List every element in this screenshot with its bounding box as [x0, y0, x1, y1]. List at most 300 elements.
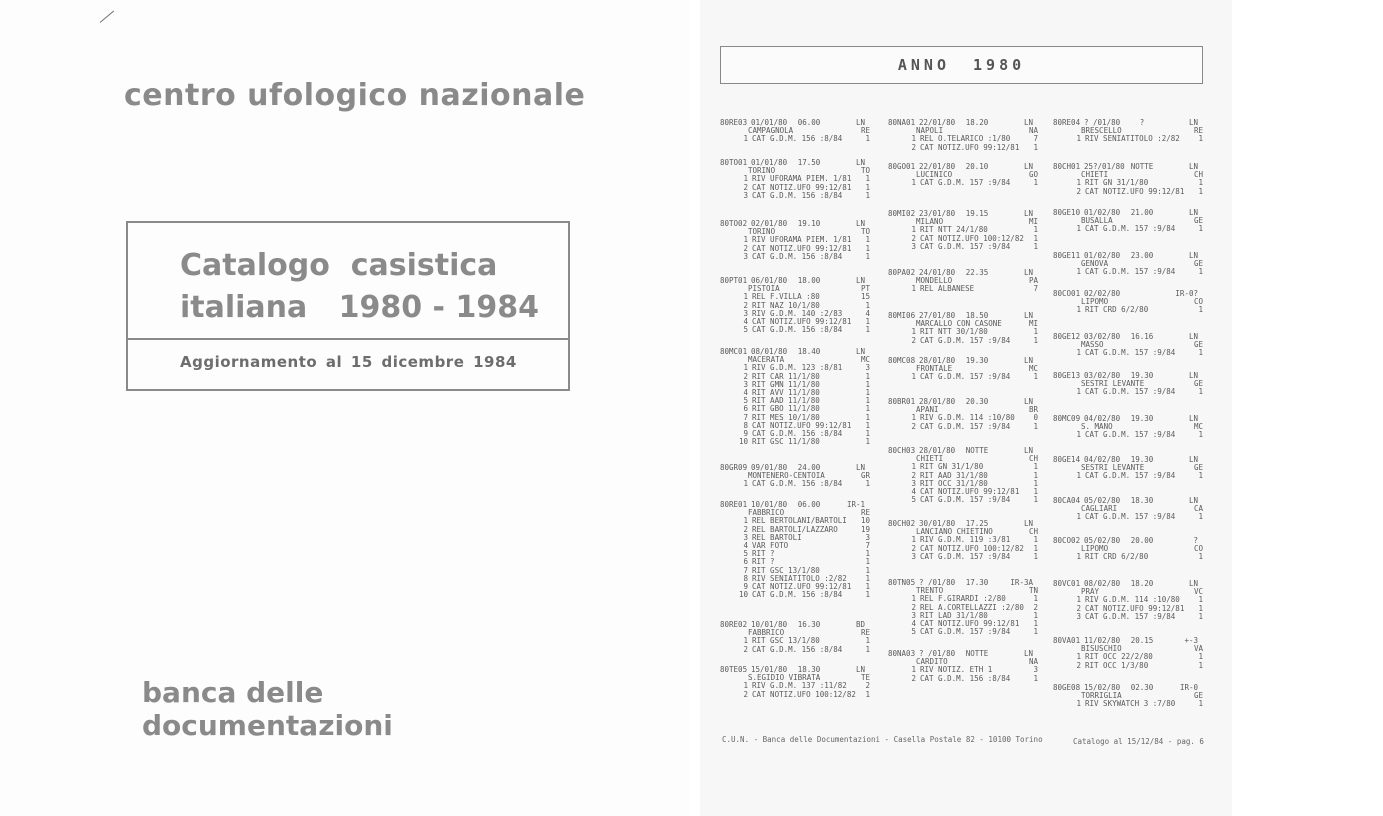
catalog-title-line-2: italiana 1980 - 1984: [180, 290, 539, 325]
reference-source: RIT ?: [752, 550, 775, 559]
case-region: MC: [860, 355, 870, 365]
case-place: TORRIGLIA: [1081, 692, 1122, 701]
reference-number: 2: [911, 233, 916, 243]
reference-count: 1: [1198, 471, 1203, 481]
reference-number: 10: [738, 590, 748, 600]
case-class: BD: [855, 620, 865, 629]
reference-count: 1: [1033, 551, 1038, 561]
case-class: LN: [1188, 332, 1198, 341]
case-time: 19.30: [1130, 371, 1154, 380]
reference-number: 4: [743, 388, 748, 398]
reference-row: [720, 591, 870, 599]
entry-header: [720, 464, 870, 472]
reference-source: RIT GSC 11/1/80: [752, 438, 820, 447]
reference-number: 5: [911, 627, 916, 637]
reference-count: 1: [865, 371, 870, 381]
reference-row: [720, 691, 870, 699]
reference-number: 3: [911, 610, 916, 620]
reference-number: 2: [743, 644, 748, 654]
reference-source: RIV G.D.M. 119 :3/81: [920, 536, 1011, 545]
case-region: NA: [1028, 126, 1038, 136]
case-region: RE: [860, 628, 870, 638]
case-region: RE: [1193, 126, 1203, 136]
reference-count: 1: [1198, 348, 1203, 358]
reference-count: 1: [865, 325, 870, 335]
reference-number: 5: [743, 396, 748, 406]
reference-number: 1: [911, 372, 916, 382]
case-region: GE: [1193, 216, 1203, 226]
reference-number: 2: [743, 243, 748, 253]
case-region: GR: [860, 471, 870, 481]
reference-number: 8: [743, 573, 748, 583]
case-region: BR: [1028, 405, 1038, 415]
reference-number: 3: [911, 551, 916, 561]
case-region: PT: [860, 284, 870, 294]
reference-source: REL BERTOLANI/BARTOLI: [752, 517, 847, 526]
case-date: 02/02/80: [1084, 289, 1121, 298]
entry-header: [720, 277, 870, 285]
reference-number: 1: [1076, 267, 1081, 277]
case-code: 80RE01: [720, 500, 748, 509]
case-code: 80VA01: [1053, 636, 1081, 645]
reference-count: 1: [865, 379, 870, 389]
case-code: 80CH02: [888, 519, 916, 528]
case-code: 80CH01: [1053, 162, 1081, 171]
case-code: 80RE04: [1053, 118, 1081, 127]
case-time: ?: [1139, 118, 1145, 127]
catalog-entry: [1053, 119, 1203, 144]
reference-number: 1: [743, 516, 748, 526]
reference-source: CAT G.D.M. 156 :8/84: [752, 191, 843, 200]
catalog-entry: [888, 357, 1038, 382]
catalog-entry: [720, 277, 870, 334]
reference-row: [1053, 225, 1203, 233]
reference-source: RIT OCC 31/1/80: [920, 479, 988, 488]
reference-count: 1: [865, 429, 870, 439]
case-code: 80CA04: [1053, 496, 1081, 505]
case-region: GE: [1193, 463, 1203, 473]
case-date: 04/02/80: [1084, 414, 1121, 423]
case-date: 08/01/80: [751, 347, 788, 356]
case-place: S. MANO: [1081, 423, 1113, 432]
entry-header: [888, 312, 1038, 320]
reference-count: 1: [865, 174, 870, 184]
reference-source: RIT CRD 6/2/80: [1085, 306, 1149, 315]
reference-source: RIV G.D.M. 114 :10/80: [920, 414, 1015, 423]
reference-source: CAT NOTIZ.UFO 99:12/81: [920, 620, 1020, 629]
reference-source: RIT GN 31/1/80: [920, 463, 984, 472]
reference-row: [720, 438, 870, 446]
reference-row: [888, 243, 1038, 251]
entry-header: [1053, 456, 1203, 464]
reference-number: 7: [743, 412, 748, 422]
case-class: LN: [1188, 579, 1198, 588]
case-place: MONDELLO: [916, 277, 953, 286]
reference-count: 3: [1033, 665, 1038, 675]
reference-count: 7: [1033, 284, 1038, 294]
reference-row: [1053, 700, 1203, 708]
reference-number: 1: [743, 479, 748, 489]
case-code: 80GE10: [1053, 208, 1081, 217]
case-date: 10/01/80: [751, 500, 788, 509]
reference-number: 1: [911, 327, 916, 337]
reference-count: 1: [1033, 610, 1038, 620]
case-time: 17.50: [797, 158, 821, 167]
entry-header: [888, 269, 1038, 277]
reference-row: [1053, 388, 1203, 396]
reference-count: 1: [1198, 305, 1203, 315]
case-code: 80MC09: [1053, 414, 1081, 423]
case-time: 18.20: [965, 118, 989, 127]
case-place: LUCINICO: [916, 171, 953, 180]
reference-count: 1: [865, 565, 870, 575]
case-place: TORINO: [748, 228, 776, 237]
reference-source: CAT NOTIZ.UFO 99:12/81: [920, 143, 1020, 152]
reference-count: 1: [1033, 619, 1038, 629]
catalog-entry: [1053, 456, 1203, 481]
case-code: 80TO02: [720, 219, 748, 228]
case-date: 10/01/80: [751, 620, 788, 629]
entry-header: [1053, 290, 1203, 298]
catalog-entry: [720, 621, 870, 654]
case-region: RE: [860, 508, 870, 518]
case-date: 08/02/80: [1084, 579, 1121, 588]
pen-mark: [100, 11, 114, 23]
catalog-entry: [1053, 415, 1203, 440]
case-code: 80TE05: [720, 665, 748, 674]
case-class: LN: [855, 276, 865, 285]
reference-source: REL F.GIRARDI :2/80: [920, 595, 1006, 604]
reference-number: 1: [743, 292, 748, 302]
reference-source: CAT G.D.M. 156 :8/84: [752, 135, 843, 144]
entry-header: [1053, 580, 1203, 588]
reference-count: 1: [865, 190, 870, 200]
case-region: VA: [1193, 644, 1203, 654]
reference-count: 1: [865, 437, 870, 447]
case-region: PA: [1028, 276, 1038, 286]
case-time: 19.30: [1130, 414, 1154, 423]
reference-number: 1: [1076, 699, 1081, 709]
reference-count: 1: [865, 479, 870, 489]
case-place: SESTRI LEVANTE: [1081, 464, 1145, 473]
entry-header: [888, 119, 1038, 127]
case-class: LN: [1188, 414, 1198, 423]
case-place: FABBRICO: [748, 629, 785, 638]
reference-source: RIT AAD 31/1/80: [920, 471, 988, 480]
case-code: 80CO01: [1053, 289, 1081, 298]
case-class: ?: [1193, 536, 1198, 545]
case-place: LIPOMO: [1081, 298, 1109, 307]
reference-source: RIT CRD 6/2/80: [1085, 553, 1149, 562]
case-code: 80GE11: [1053, 251, 1081, 260]
case-place: S.EGIDIO VIBRATA: [748, 674, 821, 683]
entry-header: [888, 163, 1038, 171]
case-class: LN: [1188, 496, 1198, 505]
case-place: LIPOMO: [1081, 545, 1109, 554]
case-class: LN: [1188, 162, 1198, 171]
reference-source: RIT NTT 24/1/80: [920, 226, 988, 235]
catalog-entry: [720, 159, 870, 200]
reference-row: [720, 646, 870, 654]
case-region: CO: [1193, 297, 1203, 307]
reference-source: RIV UFORAMA PIEM. 1/81: [752, 236, 852, 245]
reference-number: 1: [911, 134, 916, 144]
case-class: LN: [1023, 162, 1033, 171]
entry-header: [1053, 333, 1203, 341]
reference-row: [1053, 431, 1203, 439]
entry-header: [888, 520, 1038, 528]
reference-count: 1: [1198, 603, 1203, 613]
case-class: LN: [1188, 208, 1198, 217]
case-time: [1116, 290, 1168, 298]
case-code: 80GE12: [1053, 332, 1081, 341]
case-date: 01/01/80: [751, 118, 788, 127]
reference-count: 1: [1198, 186, 1203, 196]
reference-count: 1: [1033, 372, 1038, 382]
case-place: MACERATA: [748, 356, 785, 365]
case-date: 01/02/80: [1084, 251, 1121, 260]
reference-number: 1: [1076, 471, 1081, 481]
entry-header: [888, 398, 1038, 406]
catalog-entry: [720, 501, 870, 599]
reference-source: CAT G.D.M. 157 :9/84: [920, 373, 1011, 382]
reference-number: 2: [743, 524, 748, 534]
reference-number: 2: [743, 689, 748, 699]
reference-source: CAT NOTIZ.UFO 99:12/81: [752, 318, 852, 327]
catalog-entry: [1053, 252, 1203, 277]
reference-count: 1: [1033, 478, 1038, 488]
reference-row: [1053, 513, 1203, 521]
case-class: LN: [855, 219, 865, 228]
reference-row: [888, 553, 1038, 561]
reference-count: 1: [1198, 134, 1203, 144]
reference-number: 1: [743, 363, 748, 373]
catalog-entry: [1053, 209, 1203, 234]
case-date: ? /01/80: [919, 649, 956, 658]
reference-number: 2: [911, 470, 916, 480]
reference-source: CAT G.D.M. 156 :8/84: [752, 591, 843, 600]
case-time: 19.30: [965, 356, 989, 365]
reference-source: CAT NOTIZ.UFO 100:12/82: [920, 544, 1024, 553]
reference-source: RIT GBO 11/1/80: [752, 405, 820, 414]
reference-number: 7: [743, 565, 748, 575]
reference-source: CAT G.D.M. 157 :9/84: [1085, 612, 1176, 621]
reference-number: 1: [743, 681, 748, 691]
reference-number: 6: [743, 557, 748, 567]
footer-address: C.U.N. - Banca delle Documentazioni - Casella Postale 82 - 10100 Torino: [722, 735, 1043, 744]
reference-source: CAT G.D.M. 156 :8/84: [752, 252, 843, 261]
case-date: 22/01/80: [919, 162, 956, 171]
reference-count: 1: [1198, 611, 1203, 621]
reference-source: CAT G.D.M. 157 :9/84: [1085, 349, 1176, 358]
reference-source: CAT G.D.M. 156 :8/84: [752, 645, 843, 654]
case-date: 15/01/80: [751, 665, 788, 674]
reference-count: 1: [865, 412, 870, 422]
reference-count: 1: [1033, 627, 1038, 637]
entry-header: [1053, 537, 1203, 545]
case-time: 24.00: [797, 463, 821, 472]
case-class: LN: [855, 665, 865, 674]
reference-source: CAT G.D.M. 157 :9/84: [1085, 225, 1176, 234]
reference-number: 2: [743, 182, 748, 192]
entry-header: [1053, 163, 1203, 171]
reference-row: [888, 423, 1038, 431]
reference-source: CAT G.D.M. 156 :8/84: [920, 674, 1011, 683]
case-date: 01/01/80: [751, 158, 788, 167]
reference-source: CAT G.D.M. 157 :9/84: [920, 552, 1011, 561]
reference-count: 1: [1198, 552, 1203, 562]
catalog-entry: [1053, 684, 1203, 709]
reference-source: CAT G.D.M. 157 :9/84: [920, 179, 1011, 188]
catalog-cover: [0, 0, 690, 816]
reference-source: RIT AAD 11/1/80: [752, 397, 820, 406]
catalog-entry: [1053, 537, 1203, 562]
reference-number: 1: [1076, 224, 1081, 234]
reference-count: 1: [865, 388, 870, 398]
case-place: TORINO: [748, 167, 776, 176]
case-region: GE: [1193, 691, 1203, 701]
reference-count: 1: [865, 182, 870, 192]
reference-number: 2: [911, 142, 916, 152]
case-code: 80GE13: [1053, 371, 1081, 380]
case-time: 06.00: [797, 500, 821, 509]
entry-header: [888, 357, 1038, 365]
case-place: MILANO: [916, 218, 944, 227]
reference-number: 2: [911, 543, 916, 553]
case-date: 15/02/80: [1084, 683, 1121, 692]
entry-header: [720, 666, 870, 674]
reference-number: 1: [743, 134, 748, 144]
case-date: 27/01/80: [919, 311, 956, 320]
reference-row: [888, 675, 1038, 683]
entry-header: [888, 210, 1038, 218]
reference-source: CAT NOTIZ.UFO 99:12/81: [752, 244, 852, 253]
case-class: LN: [855, 347, 865, 356]
reference-number: 10: [738, 437, 748, 447]
case-code: 80MI06: [888, 311, 916, 320]
reference-count: 1: [1033, 225, 1038, 235]
reference-count: 1: [1198, 224, 1203, 234]
reference-number: 9: [743, 429, 748, 439]
reference-source: CAT G.D.M. 156 :8/84: [752, 430, 843, 439]
entry-header: [888, 650, 1038, 658]
case-place: CHIETI: [916, 455, 944, 464]
case-time: 22.35: [965, 268, 989, 277]
reference-count: 1: [1033, 142, 1038, 152]
year-heading: ANNO 1980: [720, 46, 1203, 84]
case-region: CH: [1028, 454, 1038, 464]
entry-header: [720, 621, 870, 629]
reference-source: CAT G.D.M. 157 :9/84: [920, 496, 1011, 505]
case-class: LN: [1023, 356, 1033, 365]
reference-count: 19: [860, 524, 870, 534]
reference-row: [720, 480, 870, 488]
reference-source: CAT G.D.M. 156 :8/84: [752, 480, 843, 489]
reference-count: 1: [1033, 543, 1038, 553]
reference-count: 1: [1033, 535, 1038, 545]
reference-source: RIT OCC 1/3/80: [1085, 661, 1149, 670]
reference-count: 1: [1033, 178, 1038, 188]
case-time: 16.16: [1130, 332, 1154, 341]
case-class: LN: [1188, 118, 1198, 127]
case-time: 19.30: [1130, 455, 1154, 464]
reference-source: RIV G.D.M. 137 :11/82: [752, 682, 847, 691]
case-date: 22/01/80: [919, 118, 956, 127]
case-time: 23.00: [1130, 251, 1154, 260]
reference-source: RIT GSC 13/1/80: [752, 566, 820, 575]
reference-row: [888, 285, 1038, 293]
reference-number: 4: [911, 619, 916, 629]
case-class: LN: [1188, 455, 1198, 464]
reference-count: 1: [865, 317, 870, 327]
reference-count: 1: [1033, 470, 1038, 480]
reference-count: 1: [1198, 595, 1203, 605]
case-date: 28/01/80: [919, 446, 956, 455]
case-code: 80MC08: [888, 356, 916, 365]
catalog-title: [180, 245, 540, 329]
reference-count: 1: [865, 243, 870, 253]
case-region: CA: [1193, 504, 1203, 514]
case-class: LN: [1023, 649, 1033, 658]
reference-count: 1: [1033, 495, 1038, 505]
reference-count: 1: [1198, 652, 1203, 662]
entry-header: [720, 119, 870, 127]
reference-count: 1: [1033, 462, 1038, 472]
reference-source: REL BARTOLI/LAZZARO: [752, 525, 838, 534]
reference-source: RIT GMN 11/1/80: [752, 380, 820, 389]
reference-count: 3: [865, 363, 870, 373]
reference-row: [1053, 553, 1203, 561]
reference-number: 1: [1076, 178, 1081, 188]
case-code: 80TO01: [720, 158, 748, 167]
reference-source: CAT G.D.M. 157 :9/84: [1085, 472, 1176, 481]
case-region: NA: [1028, 657, 1038, 667]
entry-header: [1053, 372, 1203, 380]
case-place: LANCIANO CHIETINO: [916, 528, 993, 537]
reference-count: 1: [1198, 267, 1203, 277]
case-date: 28/01/80: [919, 397, 956, 406]
reference-count: 1: [1033, 487, 1038, 497]
reference-source: REL BARTOLI: [752, 533, 802, 542]
reference-number: 3: [743, 532, 748, 542]
reference-source: RIT ?: [752, 558, 775, 567]
reference-row: [888, 337, 1038, 345]
reference-row: [720, 253, 870, 261]
reference-count: 1: [865, 689, 870, 699]
case-class: LN: [1188, 371, 1198, 380]
reference-source: RIT GSC 13/1/80: [752, 637, 820, 646]
case-place: PISTOIA: [748, 285, 780, 294]
organization-title: centro ufologico nazionale: [124, 78, 586, 113]
reference-source: RIV G.D.M. 114 :10/80: [1085, 596, 1180, 605]
reference-count: 4: [865, 308, 870, 318]
catalog-entry: [1053, 637, 1203, 670]
reference-count: 1: [1033, 233, 1038, 243]
case-time: 06.00: [797, 118, 821, 127]
reference-count: 10: [860, 516, 870, 526]
case-region: GE: [1193, 259, 1203, 269]
case-place: APANI: [916, 406, 939, 415]
case-place: BRESCELLO: [1081, 127, 1122, 136]
case-class: LN: [1023, 311, 1033, 320]
reference-source: REL ALBANESE: [920, 285, 975, 294]
case-time: 19.15: [965, 209, 989, 218]
reference-number: 1: [1076, 652, 1081, 662]
case-date: 28/01/80: [919, 356, 956, 365]
case-place: BISUSCHIO: [1081, 645, 1122, 654]
reference-count: 2: [865, 681, 870, 691]
case-time: 18.30: [1130, 496, 1154, 505]
